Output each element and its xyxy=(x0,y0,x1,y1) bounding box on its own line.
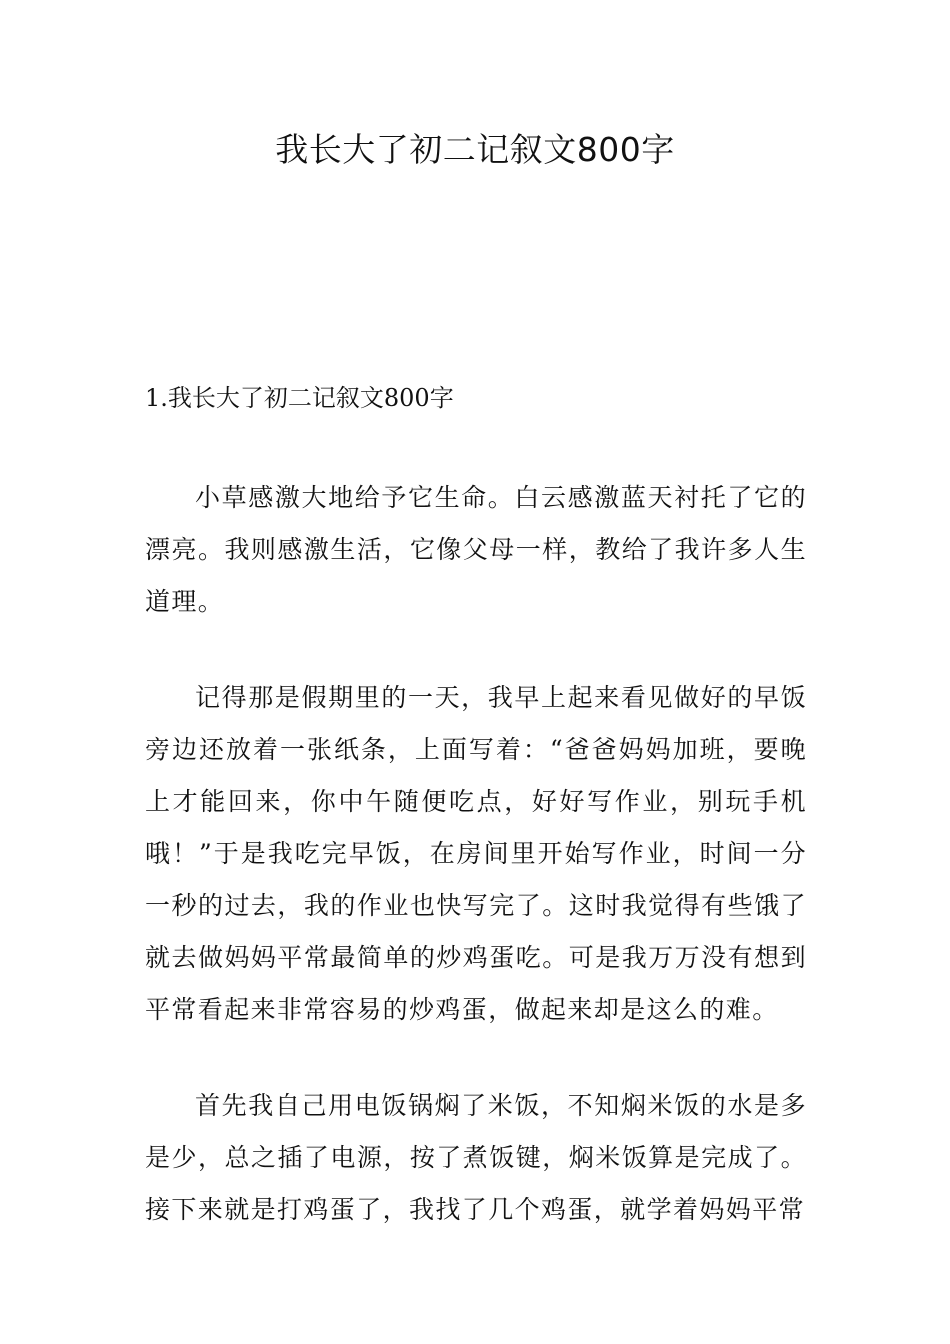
section-heading: 1.我长大了初二记叙文800字 xyxy=(145,384,454,412)
body-paragraph: 小草感激大地给予它生命。白云感激蓝天衬托了它的漂亮。我则感激生活，它像父母一样，教给了我许多人生道理。 xyxy=(145,483,807,616)
body-paragraph: 首先我自己用电饭锅焖了米饭，不知焖米饭的水是多是少，总之插了电源，按了煮饭键，焖米饭算是完成了。接下来就是打鸡蛋了，我找了几个鸡蛋，就学着妈妈平常 xyxy=(145,1091,807,1224)
body-paragraph: 记得那是假期里的一天，我早上起来看见做好的早饭旁边还放着一张纸条，上面写着：“爸爸妈妈加班，要晚上才能回来，你中午随便吃点，好好写作业，别玩手机哦！”于是我吃完早饭，在房间里开始写作业，时间一分一秒的过去，我的作业也快写完了。这时我觉得有些饿了就去做妈妈平常最简单的炒鸡蛋吃。可是我万万没有想到平常看起来非常容易的炒鸡蛋，做起来却是这么的难。 xyxy=(145,683,807,1024)
document-title: 我长大了初二记叙文800字 xyxy=(275,130,675,169)
